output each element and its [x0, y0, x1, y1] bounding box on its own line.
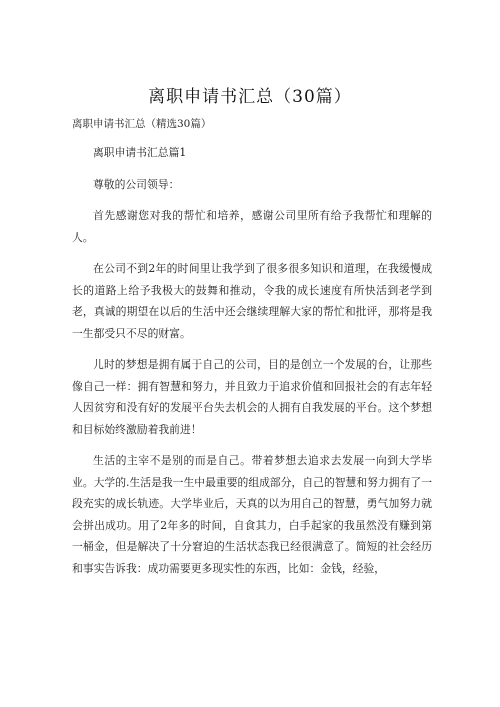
section-heading: 离职申请书汇总篇1 — [93, 146, 187, 159]
paragraph-3: 儿时的梦想是拥有属于自己的公司，目的是创立一个发展的台，让那些像自己一样：拥有智慧和努力，并且致力于追求价值和回报社会的有志年轻人因贫穷和没有好的发展平台失去机会的人拥有自我发展的平台。这个梦想和目标始终激励着我前进！ — [72, 358, 432, 436]
document-body — [72, 142, 432, 589]
document-subtitle: 离职申请书汇总（精选30篇） — [72, 118, 212, 130]
paragraph-2: 在公司不到2年的时间里让我学到了很多很多知识和道理，在我缓慢成长的道路上给予我极大的鼓舞和推动，令我的成长速度有所快活到老学到老，真诚的期望在以后的生活中还会继续理解大家的帮忙和批评，那将是我一生都受只不尽的财富。 — [72, 262, 432, 340]
paragraph-1: 首先感谢您对我的帮忙和培养，感谢公司里所有给予我帮忙和理解的人。 — [72, 209, 432, 244]
paragraph-4: 生活的主宰不是别的而是自己。带着梦想去追求去发展一向到大学毕业。大学的.生活是我一生中最重要的组成部分，自己的智慧和努力拥有了一段充实的成长轨迹。大学毕业后，天真的以为用自己的智慧，勇气加努力就会拼出成功。用了2年多的时间，自食其力，白手起家的我虽然没有赚到第一桶金，但是解决了十分窘迫的生活状态我已经很满意了。简短的社会经历和事实告诉我：成功需要更多现实性的东西，比如：金钱，经验， — [72, 454, 432, 575]
document-title: 离职申请书汇总（30篇） — [148, 87, 352, 107]
salutation: 尊敬的公司领导： — [93, 177, 180, 191]
